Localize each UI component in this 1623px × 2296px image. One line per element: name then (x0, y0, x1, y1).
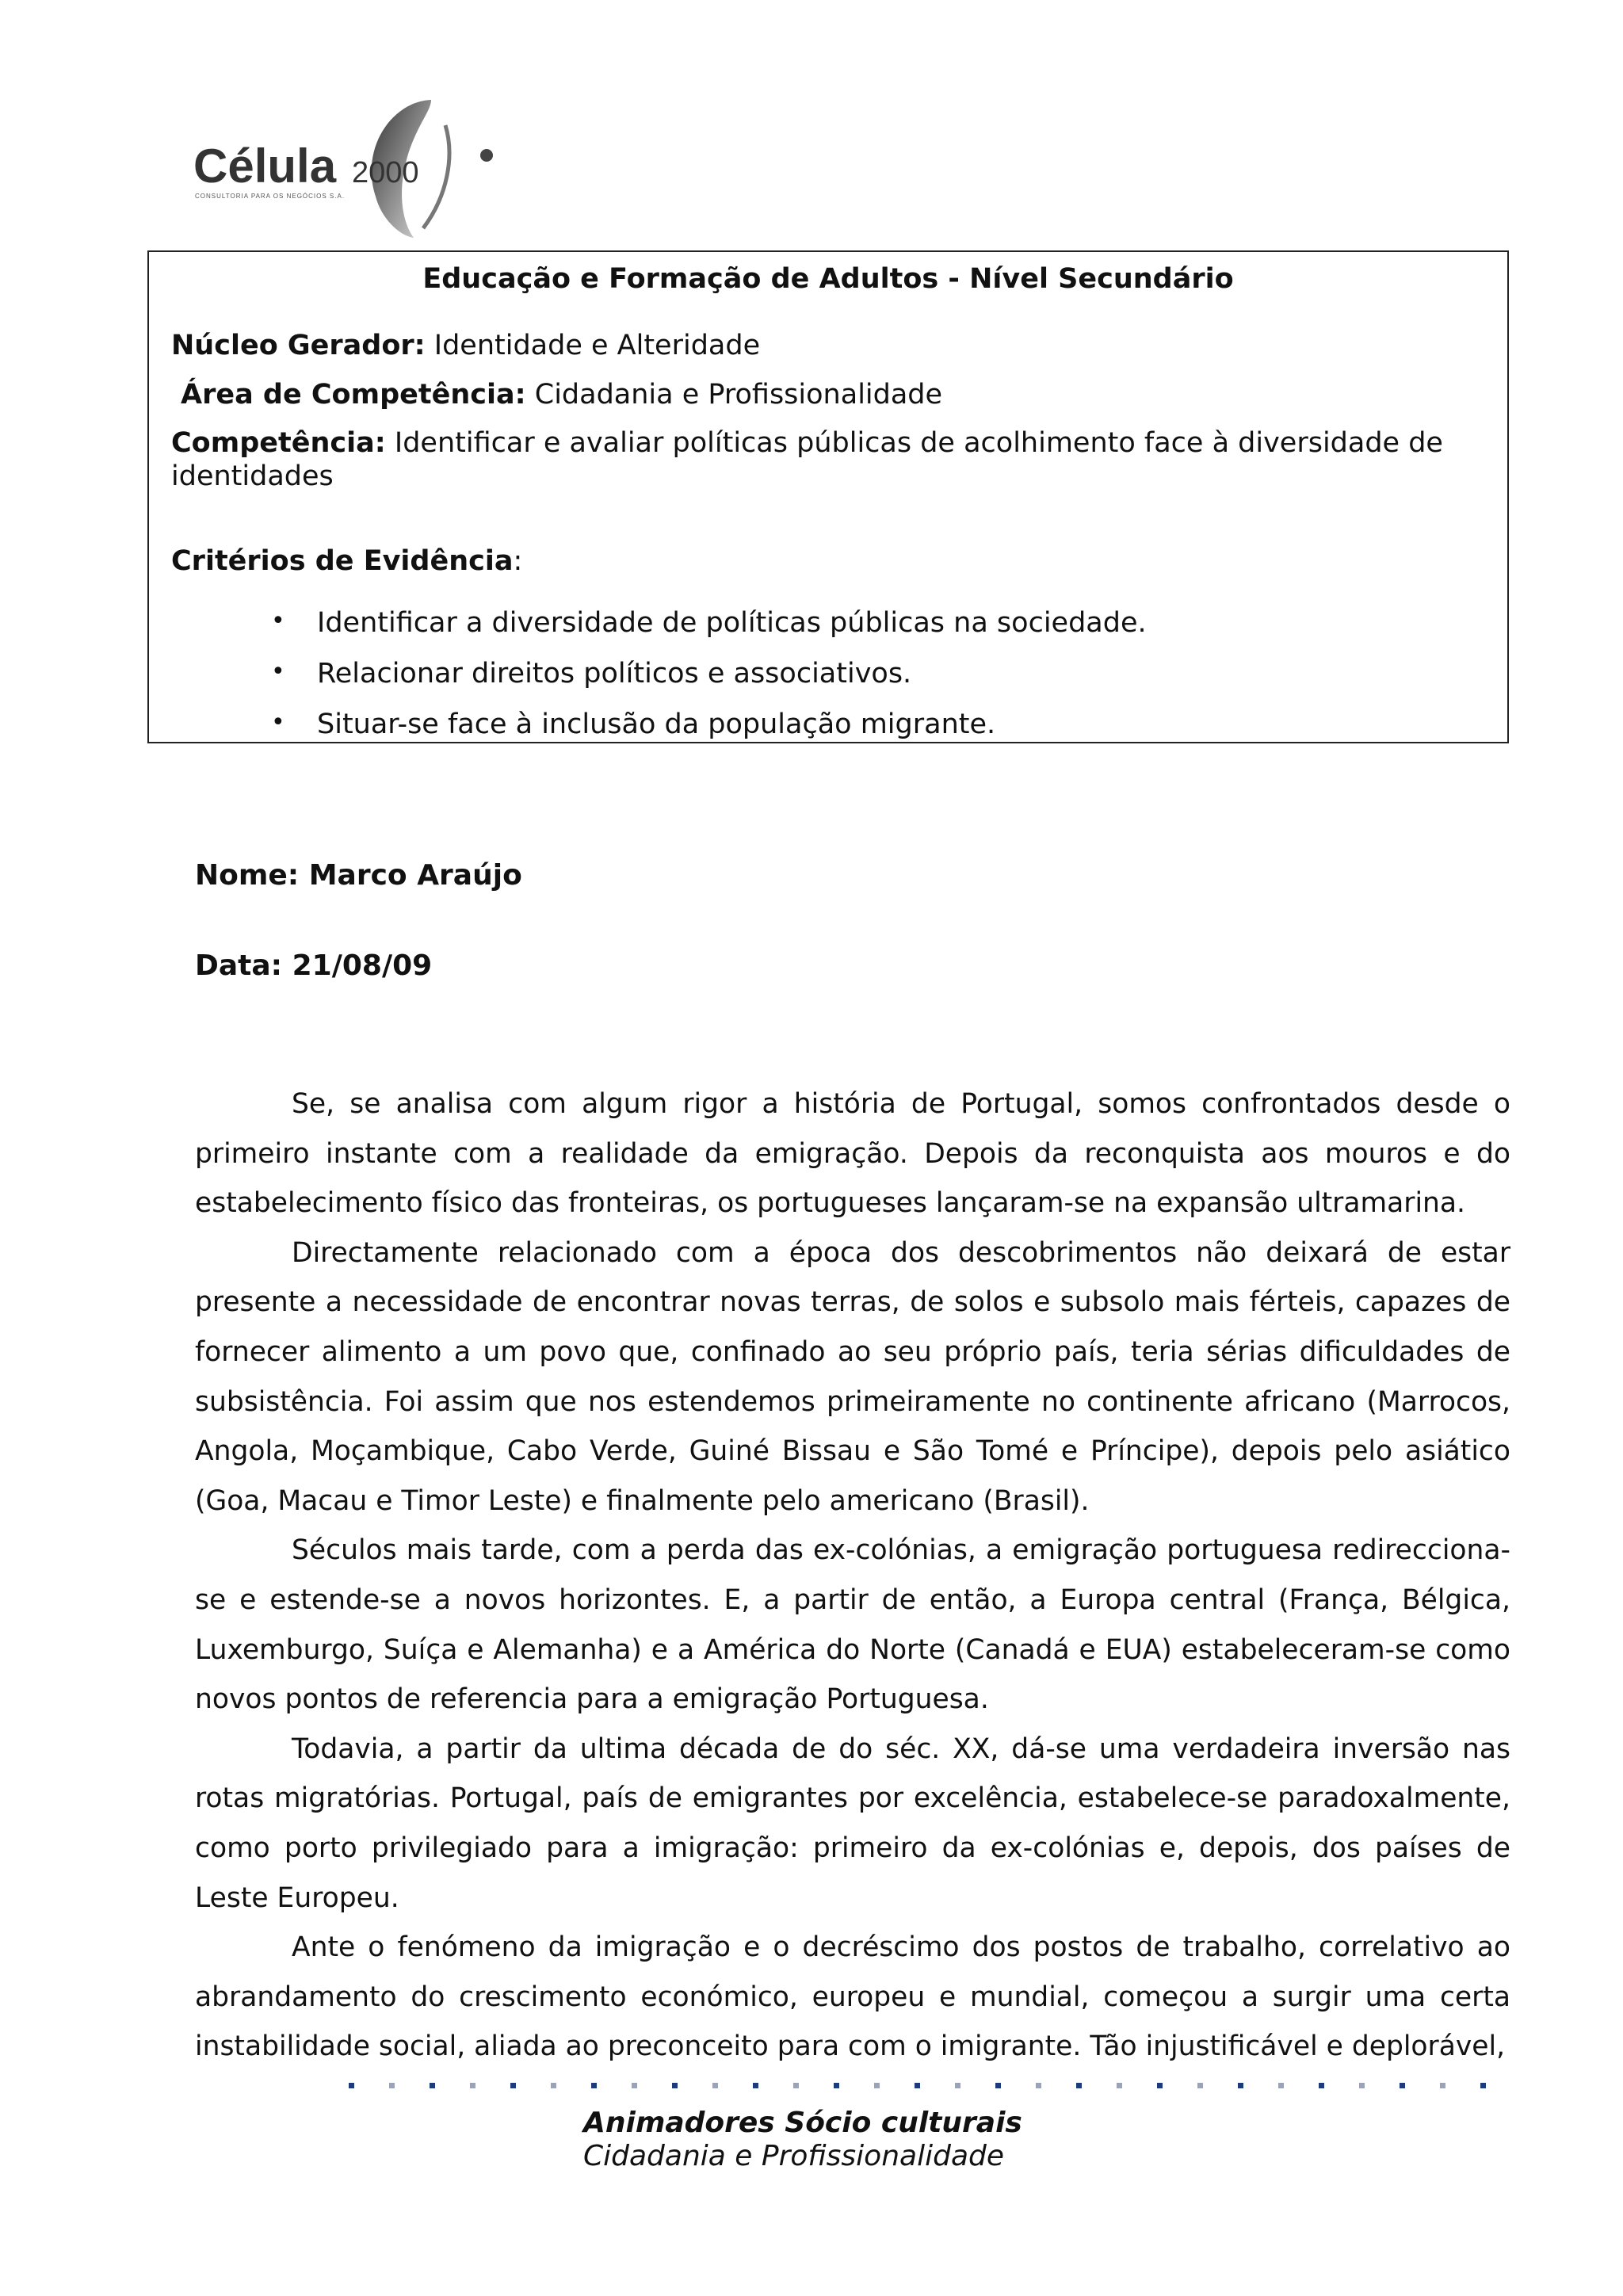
footer-dot (874, 2083, 880, 2088)
footer-dot (1157, 2083, 1163, 2088)
footer-dot (389, 2083, 395, 2088)
footer-dot (1238, 2083, 1243, 2088)
footer-dot (1197, 2083, 1203, 2088)
footer-dot (1117, 2083, 1122, 2088)
paragraph: Ante o fenómeno da imigração e o decréscimo dos postos de trabalho, correlativo ao abrandamento do crescimento económico, europeu e mundial, começou a surgir uma certa instabilidade social, aliada ao preconceito para com o imigrante. Tão injustificável e deplorável, (195, 1931, 1510, 2063)
bullet-icon: • (271, 607, 285, 635)
header-title: Educação e Formação de Adultos - Nível Secundário (422, 263, 1234, 295)
footer-dot (1400, 2083, 1405, 2088)
footer-dot (1319, 2083, 1324, 2088)
logo-tagline: CONSULTORIA PARA OS NEGÓCIOS S.A. (195, 193, 346, 200)
logo-brand: Célula (193, 139, 337, 193)
criterios-colon: : (513, 545, 523, 577)
footer-dot (349, 2083, 354, 2088)
footer-dot (470, 2083, 475, 2088)
area-competencia-line (181, 379, 942, 411)
footer-dot (632, 2083, 637, 2088)
essay-body (195, 1079, 1510, 2072)
footer-dot (591, 2083, 597, 2088)
paragraph: Todavia, a partir da ultima década de do séc. XX, dá-se uma verdadeira inversão nas rotas migratórias. Portugal, país de emigrantes por excelência, estabelece-se paradoxalmente, como porto privilegiado para a imigração: primeiro da ex-colónias e, depois, dos países de Leste Europeu. (195, 1733, 1510, 1914)
competencia-value: Identificar e avaliar políticas públicas de acolhimento face à diversidade de identidades (171, 427, 1443, 492)
footer-title: Animadores Sócio culturais (583, 2107, 1022, 2139)
footer-dot (712, 2083, 718, 2088)
footer-dot (915, 2083, 920, 2088)
list-item (271, 709, 996, 740)
area-value: Cidadania e Profissionalidade (534, 379, 943, 411)
paragraph: Se, se analisa com algum rigor a história de Portugal, somos confrontados desde o primeiro instante com a realidade da emigração. Depois da reconquista aos mouros e do estabelecimento físico das fronteiras, os portugueses lançaram-se na expansão ultramarina. (195, 1088, 1510, 1220)
footer-dot (1440, 2083, 1445, 2088)
footer-dot (955, 2083, 960, 2088)
nucleo-label: Núcleo Gerador: (171, 330, 426, 361)
footer-dot-divider (349, 2083, 1506, 2092)
footer-dot (753, 2083, 758, 2088)
footer-dot (510, 2083, 516, 2088)
footer-dot (995, 2083, 1001, 2088)
footer-dot (1480, 2083, 1486, 2088)
footer-dot (793, 2083, 799, 2088)
criterio-text: Identificar a diversidade de políticas públicas na sociedade. (317, 607, 1147, 639)
bullet-icon: • (271, 709, 285, 736)
list-item (271, 658, 912, 690)
footer-dot (834, 2083, 839, 2088)
document-date: Data: 21/08/09 (195, 949, 433, 982)
logo-year: 2000 (352, 156, 419, 189)
footer-dot (430, 2083, 435, 2088)
paragraph: Directamente relacionado com a época dos descobrimentos não deixará de estar presente a necessidade de encontrar novas terras, de solos e subsolo mais férteis, capazes de fornecer alimento a um povo que, confinado ao seu próprio país, teria sérias dificuldades de subsistência. Foi assim que nos estendemos primeiramente no continente africano (Marrocos, Angola, Moçambique, Cabo Verde, Guiné Bissau e São Tomé e Príncipe), depois pelo asiático (Goa, Macau e Timor Leste) e finalmente pelo americano (Brasil). (195, 1236, 1510, 1517)
nucleo-gerador-line (171, 330, 760, 361)
criterio-text: Relacionar direitos políticos e associativos. (317, 658, 912, 690)
footer-dot (551, 2083, 556, 2088)
competency-header-box (147, 250, 1509, 743)
criterios-heading (171, 545, 522, 577)
criterios-label: Critérios de Evidência (171, 545, 514, 577)
nucleo-value: Identidade e Alteridade (433, 330, 761, 361)
footer-dot (1278, 2083, 1284, 2088)
footer-dot (1036, 2083, 1041, 2088)
footer-subtitle: Cidadania e Profissionalidade (583, 2140, 1004, 2172)
list-item (271, 607, 1147, 639)
footer-dot (672, 2083, 678, 2088)
footer-dot (1076, 2083, 1082, 2088)
criterio-text: Situar-se face à inclusão da população migrante. (317, 709, 996, 740)
student-name: Nome: Marco Araújo (195, 859, 522, 892)
bullet-icon: • (271, 658, 285, 686)
area-label: Área de Competência: (181, 379, 526, 411)
competencia-line (171, 426, 1471, 493)
footer-dot (1359, 2083, 1365, 2088)
celula2000-logo (193, 94, 502, 244)
competencia-label: Competência: (171, 427, 386, 459)
paragraph: Séculos mais tarde, com a perda das ex-colónias, a emigração portuguesa redirecciona-se e estende-se a novos horizontes. E, a partir de então, a Europa central (França, Bélgica, Luxemburgo, Suíça e Alemanha) e a América do Norte (Canadá e EUA) estabeleceram-se como novos pontos de referencia para a emigração Portuguesa. (195, 1534, 1510, 1716)
